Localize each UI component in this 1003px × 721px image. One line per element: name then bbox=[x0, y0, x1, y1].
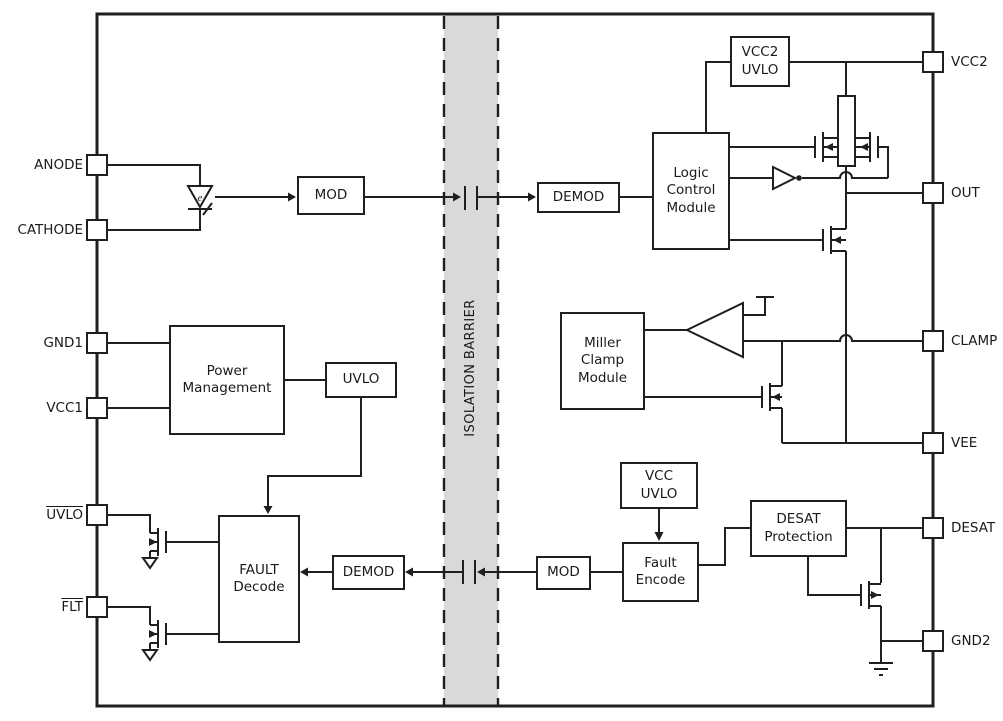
uvlo-output-wiring bbox=[107, 515, 218, 558]
pin-label-cathode: CATHODE bbox=[17, 222, 83, 238]
pin-square-anode bbox=[87, 155, 107, 175]
pin-label-clamp: CLAMP bbox=[951, 333, 998, 349]
earth-ground-icon bbox=[869, 663, 893, 675]
pin-label-out: OUT bbox=[951, 185, 980, 201]
pin-square-out bbox=[923, 183, 943, 203]
pin-square-flt bbox=[87, 597, 107, 617]
pin-square-vcc2 bbox=[923, 52, 943, 72]
ground-arrow-flt-icon bbox=[143, 650, 157, 660]
capacitor-coupling-bottom-icon bbox=[463, 560, 475, 584]
pin-label-vcc1: VCC1 bbox=[46, 400, 83, 416]
pin-square-vee bbox=[923, 433, 943, 453]
block-vcc-uvlo: VCC UVLO bbox=[620, 462, 698, 509]
pin-square-uvlo bbox=[87, 505, 107, 525]
pin-label-gnd1: GND1 bbox=[43, 335, 83, 351]
block-demod-top: DEMOD bbox=[537, 182, 620, 213]
nmos-pulldown-icon bbox=[730, 226, 846, 254]
nmos-uvlo-icon bbox=[149, 528, 166, 556]
isolation-barrier-label: ISOLATION BARRIER bbox=[463, 299, 478, 437]
svg-text:e: e bbox=[197, 192, 203, 204]
block-demod-bottom: DEMOD bbox=[332, 555, 405, 590]
nmos-clamp-icon bbox=[645, 383, 782, 411]
pin-square-vcc1 bbox=[87, 398, 107, 418]
nmos-flt-icon bbox=[149, 620, 166, 648]
pin-square-gnd1 bbox=[87, 333, 107, 353]
block-power-management: Power Management bbox=[169, 325, 285, 435]
output-pullup-body bbox=[838, 96, 855, 166]
pin-label-flt: $\overline{FLT}$ bbox=[61, 599, 83, 615]
block-miller-clamp-module: Miller Clamp Module bbox=[560, 312, 645, 410]
pin-square-cathode bbox=[87, 220, 107, 240]
pin-square-clamp bbox=[923, 331, 943, 351]
block-mod-top: MOD bbox=[297, 176, 365, 215]
ground-arrow-uvlo-icon bbox=[143, 558, 157, 568]
block-fault-encode: Fault Encode bbox=[622, 542, 699, 602]
pin-label-vee: VEE bbox=[951, 435, 978, 451]
pmos-right-icon bbox=[855, 132, 888, 178]
pin-label-desat: DESAT bbox=[951, 520, 996, 536]
block-fault-decode: FAULT Decode bbox=[218, 515, 300, 643]
pin-square-desat bbox=[923, 518, 943, 538]
block-vcc2-uvlo: VCC2 UVLO bbox=[730, 36, 790, 87]
nmos-desat-icon bbox=[861, 581, 881, 609]
inverter-buffer-icon bbox=[730, 167, 888, 189]
flt-output-wiring bbox=[107, 607, 218, 650]
pmos-left-icon bbox=[730, 132, 838, 162]
pin-square-gnd2 bbox=[923, 631, 943, 651]
pin-label-vcc2: VCC2 bbox=[951, 54, 988, 70]
clamp-comparator-icon bbox=[645, 297, 774, 357]
block-desat-protection: DESAT Protection bbox=[750, 500, 847, 557]
output-stage-wiring bbox=[846, 166, 923, 443]
pin-label-uvlo: UVLO bbox=[46, 507, 83, 523]
block-mod-bottom: MOD bbox=[536, 556, 591, 590]
block-uvlo: UVLO bbox=[325, 362, 397, 398]
pin-label-anode: ANODE bbox=[34, 157, 83, 173]
capacitor-coupling-top-icon bbox=[465, 186, 477, 210]
block-logic-control-module: Logic Control Module bbox=[652, 132, 730, 250]
pin-label-gnd2: GND2 bbox=[951, 633, 991, 649]
